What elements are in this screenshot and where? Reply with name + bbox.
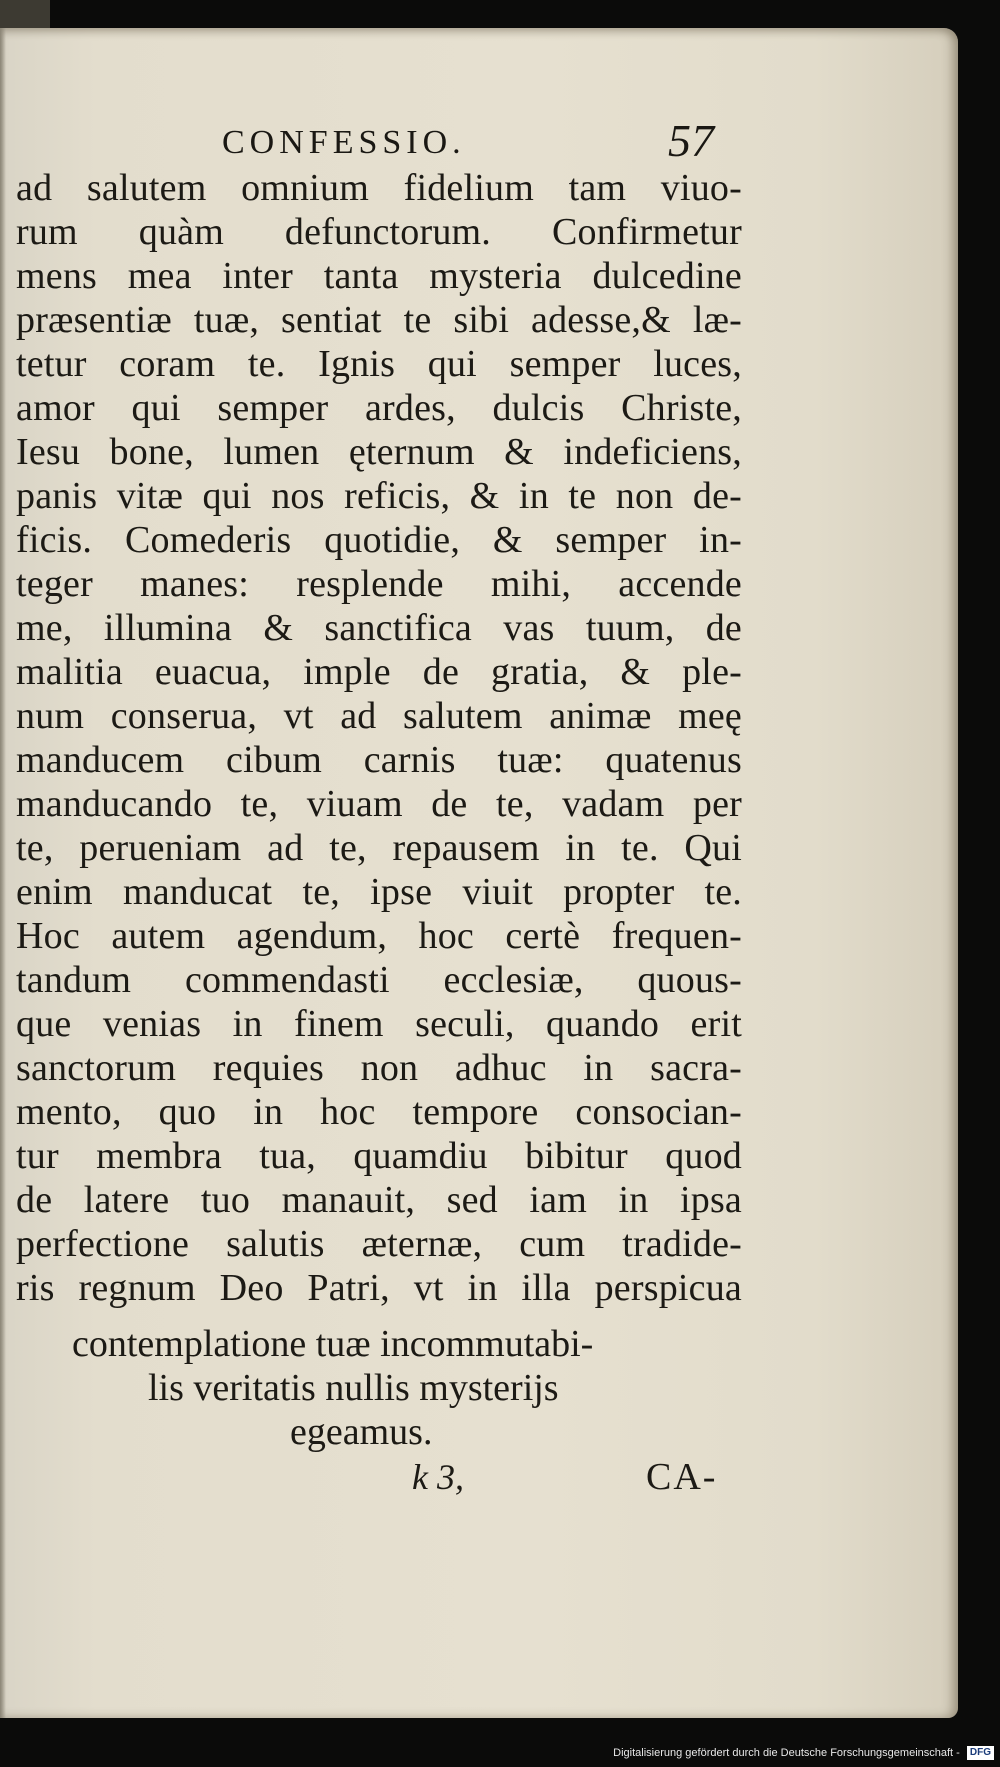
text-line: num conserua, vt ad salutem animæ meę <box>16 695 742 737</box>
text-line: me, illumina & sanctifica vas tuum, de <box>16 607 742 649</box>
dfg-logo: DFG <box>967 1746 994 1760</box>
text-line: sanctorum requies non adhuc in sacra- <box>16 1047 742 1089</box>
text-line: panis vitæ qui nos reficis, & in te non de- <box>16 475 742 517</box>
text-line: tandum commendasti ecclesiæ, quous- <box>16 959 742 1001</box>
text-line: que venias in finem seculi, quando erit <box>16 1003 742 1045</box>
catchword: CA- <box>646 1456 718 1498</box>
text-line: perfectione salutis æternæ, cum tradide- <box>16 1223 742 1265</box>
text-line: ad salutem omnium fidelium tam viuo- <box>16 167 742 209</box>
digitization-credit <box>613 1743 994 1763</box>
text-line: enim manducat te, ipse viuit propter te. <box>16 871 742 913</box>
body-text <box>16 166 742 1310</box>
text-line: præsentiæ tuæ, sentiat te sibi adesse,& læ- <box>16 299 742 341</box>
text-line: manducem cibum carnis tuæ: quatenus <box>16 739 742 781</box>
page-footer <box>0 1450 958 1504</box>
tail-line: lis veritatis nullis mysterijs <box>148 1367 559 1409</box>
text-line: malitia euacua, imple de gratia, & ple- <box>16 651 742 693</box>
text-line: te, perueniam ad te, repausem in te. Qui <box>16 827 742 869</box>
text-line: de latere tuo manauit, sed iam in ipsa <box>16 1179 742 1221</box>
text-line: manducando te, viuam de te, vadam per <box>16 783 742 825</box>
text-line: ris regnum Deo Patri, vt in illa perspicua <box>16 1267 742 1309</box>
tail-line: contemplatione tuæ incommutabi- <box>72 1323 594 1365</box>
page-header <box>0 115 958 168</box>
running-head: CONFESSIO. <box>222 124 466 161</box>
signature-mark: k 3, <box>412 1457 464 1497</box>
text-line: mens mea inter tanta mysteria dulcedine <box>16 255 742 297</box>
text-line: mento, quo in hoc tempore consocian- <box>16 1091 742 1133</box>
text-line: tetur coram te. Ignis qui semper luces, <box>16 343 742 385</box>
page-number: 57 <box>668 115 714 166</box>
text-line: amor qui semper ardes, dulcis Christe, <box>16 387 742 429</box>
text-line: Hoc autem agendum, hoc certè frequen- <box>16 915 742 957</box>
tail-line: egeamus. <box>290 1411 433 1453</box>
text-line: Iesu bone, lumen ęternum & indeficiens, <box>16 431 742 473</box>
text-line: tur membra tua, quamdiu bibitur quod <box>16 1135 742 1177</box>
text-line: ficis. Comederis quotidie, & semper in- <box>16 519 742 561</box>
text-line: teger manes: resplende mihi, accende <box>16 563 742 605</box>
text-line: rum quàm defunctorum. Confirmetur <box>16 211 742 253</box>
credit-text: Digitalisierung gefördert durch die Deutsche Forschungsgemeinschaft - <box>613 1747 960 1759</box>
